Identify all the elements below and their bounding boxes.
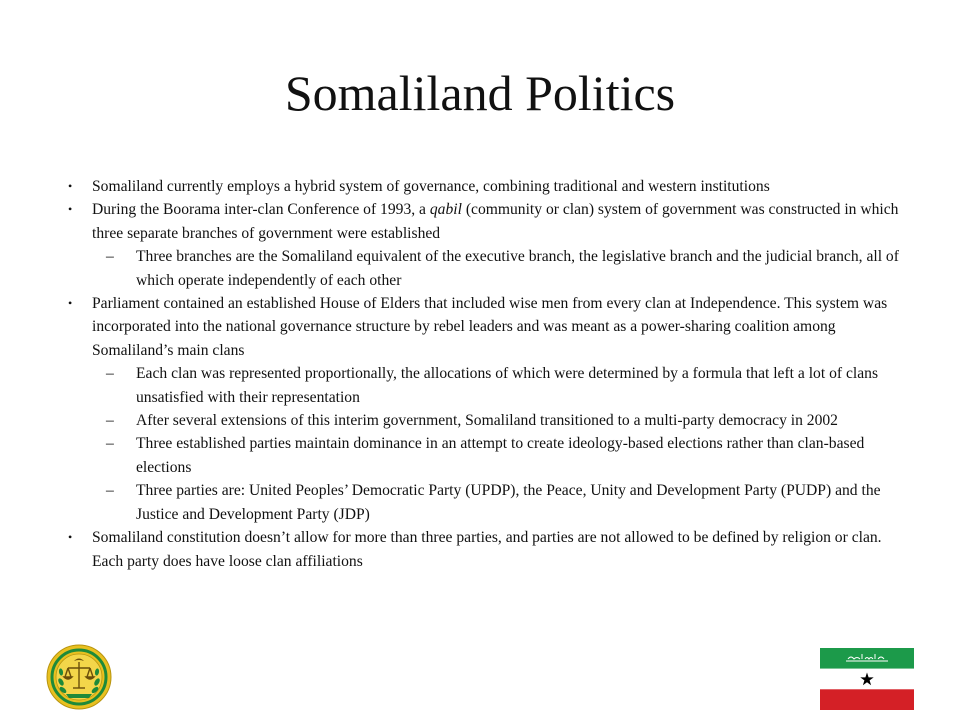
sub-bullet-item	[68, 409, 908, 432]
sub-bullet-text: Three established parties maintain dominance in an attempt to create ideology-based elections rather than clan-based elections	[136, 435, 865, 476]
bullet-text-pre: During the Boorama inter-clan Conference of 1993, a	[92, 201, 430, 219]
bullet-item	[68, 526, 908, 573]
bullet-marker: •	[68, 179, 73, 193]
bullet-item	[68, 292, 908, 362]
sub-bullet-item	[68, 432, 908, 479]
bullet-item	[68, 175, 908, 198]
coat-of-arms-icon	[46, 644, 112, 710]
sub-bullet-marker: –	[106, 248, 114, 266]
sub-bullet-marker: –	[106, 482, 114, 500]
sub-bullet-text: After several extensions of this interim government, Somaliland transitioned to a multi-party democracy in 2002	[136, 412, 838, 430]
bullet-list	[68, 175, 908, 573]
bullet-marker: •	[68, 296, 73, 311]
sub-bullet-text: Three branches are the Somaliland equivalent of the executive branch, the legislative branch and the judicial branch, all of which operate independently of each other	[136, 248, 899, 289]
sub-bullet-text: Three parties are: United Peoples’ Democratic Party (UPDP), the Peace, Unity and Development Party (PUDP) and the Justice and Development Party (JDP)	[136, 482, 881, 523]
sub-bullet-item	[68, 362, 908, 409]
qabil-term: qabil	[429, 201, 462, 219]
bullet-marker: •	[68, 530, 73, 545]
bullet-text	[92, 201, 898, 241]
sub-bullet-text: Each clan was represented proportionally, the allocations of which were determined by a formula that left a lot of clans unsatisfied with their representation	[136, 365, 879, 406]
bullet-item	[68, 198, 908, 245]
bullet-text: Parliament contained an established House of Elders that included wise men from every clan at Independence. This system was incorporated into the national governance structure by rebel leaders and was meant as a power-sharing coalition among Somaliland’s main clans	[92, 295, 888, 359]
sub-bullet-marker: –	[106, 435, 114, 453]
bullet-text-post: (community or clan) system of government was constructed in which three separate branches of government were established	[92, 201, 899, 242]
sub-bullet-marker: –	[106, 412, 114, 430]
slide-title: Somaliland Politics	[284, 65, 676, 121]
sub-bullet-marker: –	[106, 365, 114, 383]
bullet-text: Somaliland constitution doesn’t allow for more than three parties, and parties are not allowed to be defined by religion or clan. Each party does have loose clan affiliations	[92, 529, 882, 570]
bullet-text: Somaliland currently employs a hybrid system of governance, combining traditional and western institutions	[92, 178, 770, 195]
sub-bullet-item	[68, 479, 908, 526]
bullet-marker: •	[68, 202, 73, 217]
somaliland-flag-icon	[820, 648, 914, 710]
sub-bullet-item	[68, 245, 908, 292]
